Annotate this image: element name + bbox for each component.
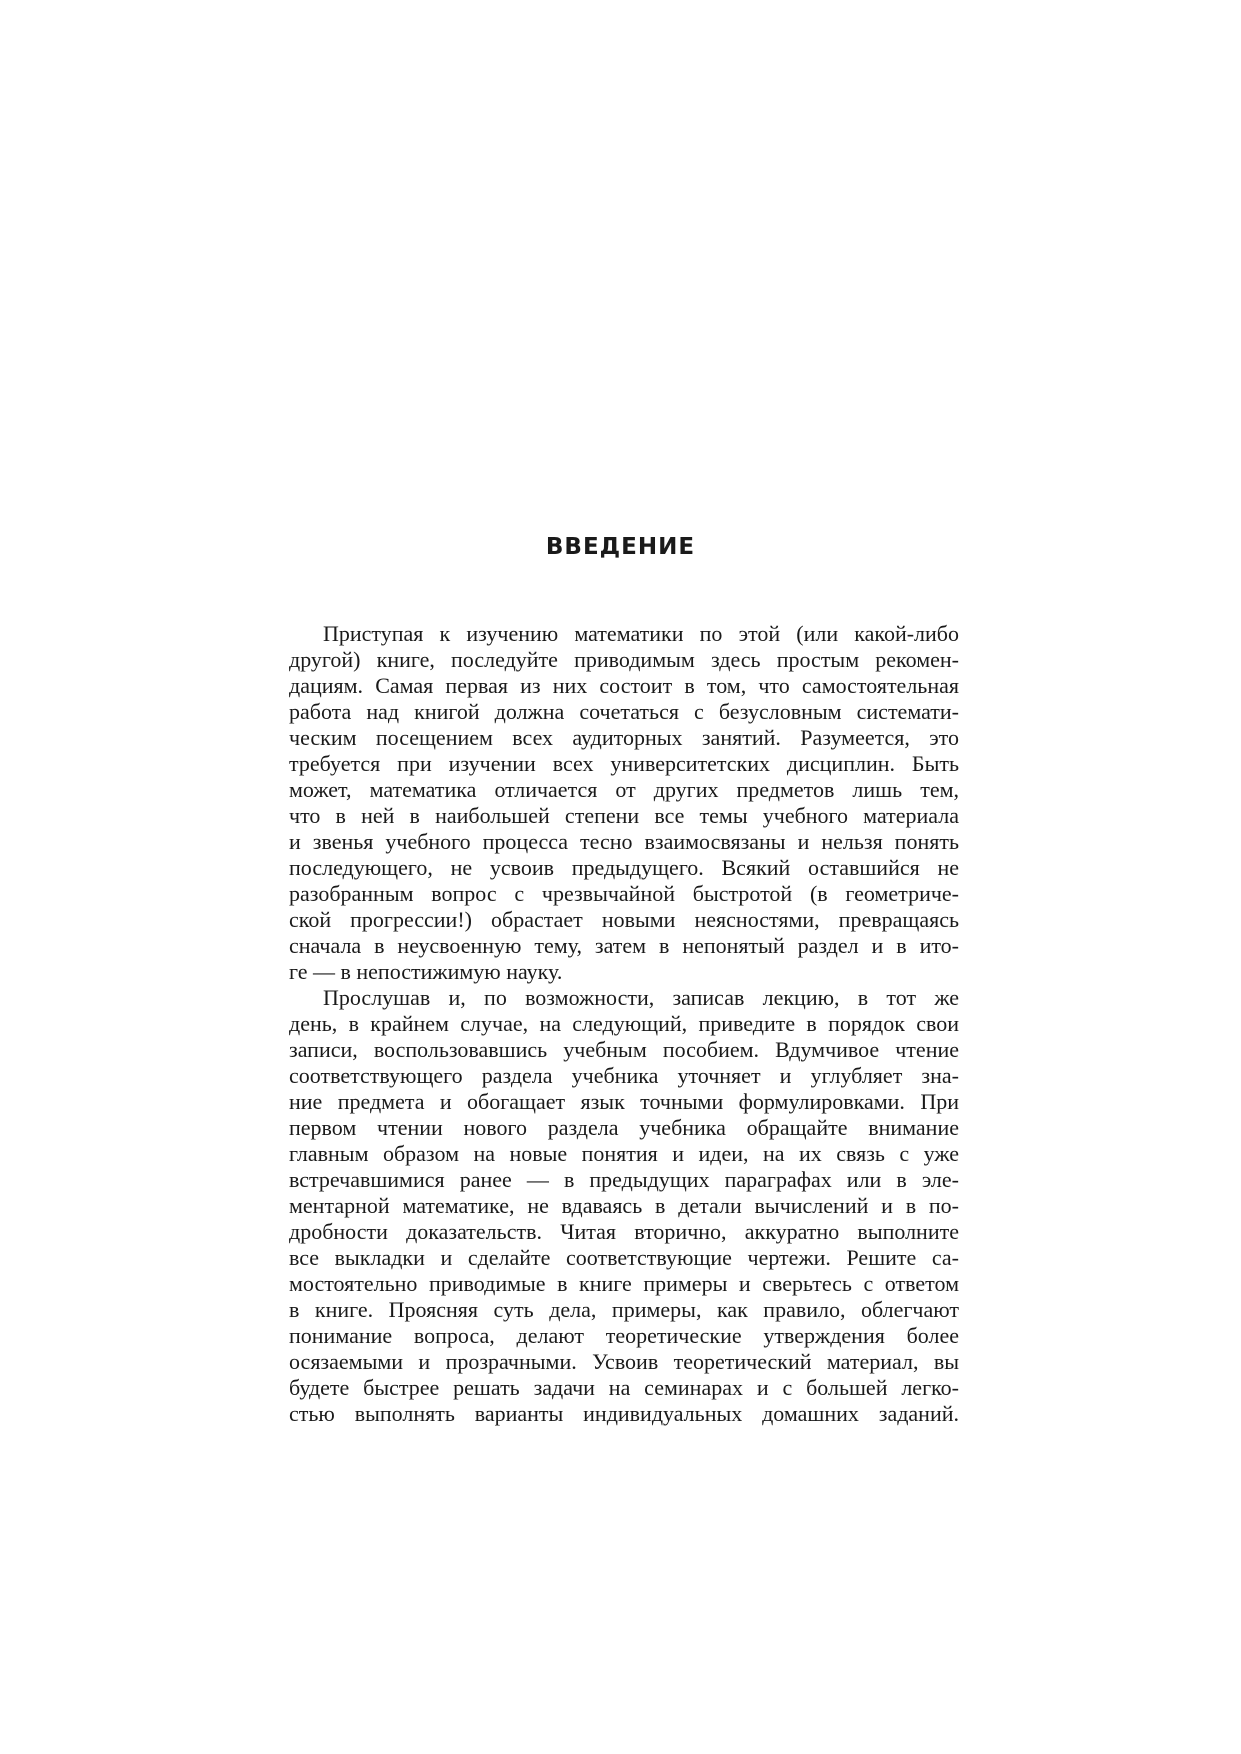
- text-line: ге — в непостижимую науку.: [289, 959, 563, 984]
- paragraph-2: [289, 985, 959, 1427]
- text-line: все выкладки и сделайте соответствующие чертежи. Решите са-: [289, 1245, 959, 1270]
- text-line: стью выполнять варианты индивидуальных домашних заданий.: [289, 1401, 959, 1426]
- text-line: что в ней в наибольшей степени все темы учебного материала: [289, 803, 959, 828]
- text-line: требуется при изучении всех университетских дисциплин. Быть: [289, 751, 959, 776]
- paragraph-1: [289, 621, 959, 985]
- text-line: и звенья учебного процесса тесно взаимосвязаны и нельзя понять: [289, 829, 959, 854]
- text-line: записи, воспользовавшись учебным пособием. Вдумчивое чтение: [289, 1037, 959, 1062]
- text-line: ние предмета и обогащает язык точными формулировками. При: [289, 1089, 959, 1114]
- text-line: ческим посещением всех аудиторных занятий. Разумеется, это: [289, 725, 959, 750]
- text-line: последующего, не усвоив предыдущего. Всякий оставшийся не: [289, 855, 959, 880]
- text-line: соответствующего раздела учебника уточняет и углубляет зна-: [289, 1063, 959, 1088]
- body-text: [289, 621, 959, 1427]
- text-line: первом чтении нового раздела учебника обращайте внимание: [289, 1115, 959, 1140]
- text-line: в книге. Проясняя суть дела, примеры, как правило, облегчают: [289, 1297, 959, 1322]
- text-line: дробности доказательств. Читая вторично, аккуратно выполните: [289, 1219, 959, 1244]
- text-line: Приступая к изучению математики по этой (или какой-либо: [323, 621, 959, 646]
- text-line: дациям. Самая первая из них состоит в том, что самостоятельная: [289, 673, 959, 698]
- text-line: будете быстрее решать задачи на семинарах и с большей легко-: [289, 1375, 959, 1400]
- text-line: разобранным вопрос с чрезвычайной быстротой (в геометриче-: [289, 881, 959, 906]
- text-line: встречавшимися ранее — в предыдущих параграфах или в эле-: [289, 1167, 959, 1192]
- text-line: главным образом на новые понятия и идеи, на их связь с уже: [289, 1141, 959, 1166]
- text-line: мостоятельно приводимые в книге примеры и сверьтесь с ответом: [289, 1271, 959, 1296]
- chapter-title: ВВЕДЕНИЕ: [545, 534, 696, 560]
- text-line: сначала в неусвоенную тему, затем в непонятый раздел и в ито-: [289, 933, 959, 958]
- text-line: работа над книгой должна сочетаться с безусловным системати-: [289, 699, 959, 724]
- text-line: осязаемыми и прозрачными. Усвоив теоретический материал, вы: [289, 1349, 959, 1374]
- text-line: ментарной математике, не вдаваясь в детали вычислений и в по-: [289, 1193, 959, 1218]
- text-line: день, в крайнем случае, на следующий, приведите в порядок свои: [289, 1011, 959, 1036]
- text-line: другой) книге, последуйте приводимым здесь простым рекомен-: [289, 647, 959, 672]
- text-line: понимание вопроса, делают теоретические утверждения более: [289, 1323, 959, 1348]
- text-line: Прослушав и, по возможности, записав лекцию, в тот же: [323, 985, 959, 1010]
- text-line: ской прогрессии!) обрастает новыми неясностями, превращаясь: [289, 907, 959, 932]
- text-line: может, математика отличается от других предметов лишь тем,: [289, 777, 959, 802]
